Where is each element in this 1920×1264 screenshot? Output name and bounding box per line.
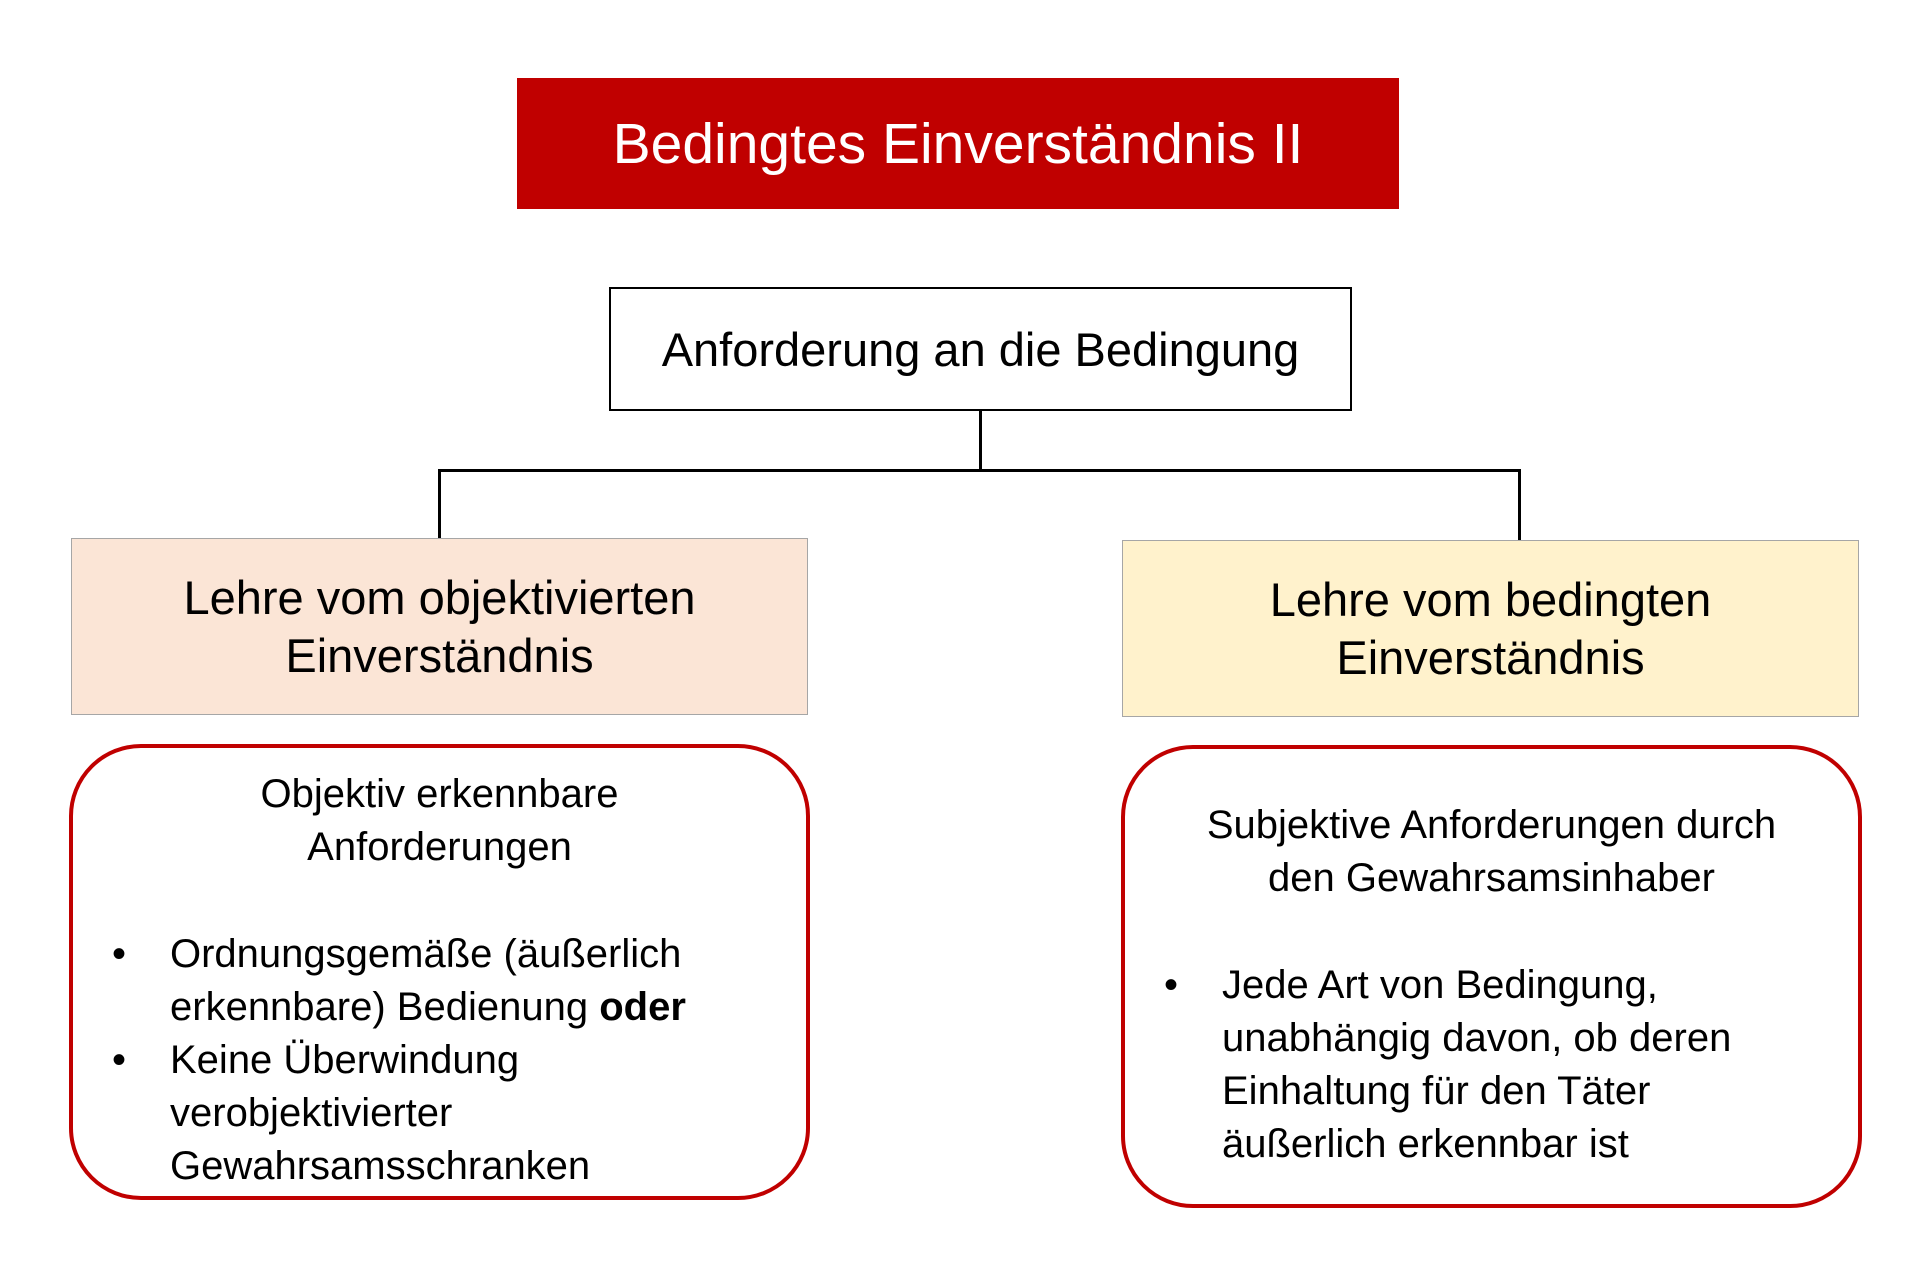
left-detail-heading bbox=[73, 768, 806, 874]
right-bullet-1-line-2: unabhängig davon, ob deren bbox=[1222, 1016, 1732, 1060]
left-header-line-1: Lehre vom objektivierten bbox=[183, 570, 696, 624]
right-detail-box bbox=[1121, 745, 1862, 1208]
left-header-line-2: Einverständnis bbox=[285, 628, 594, 682]
left-bullet-2-line-1: • Keine Überwindung bbox=[170, 1038, 520, 1082]
list-item bbox=[1164, 959, 1818, 1171]
right-header-line-1: Lehre vom bedingten bbox=[1269, 572, 1712, 626]
right-bullet-1-line-3: Einhaltung für den Täter bbox=[1222, 1069, 1651, 1113]
left-bullet-1-emphasis: oder bbox=[599, 985, 686, 1029]
connector-root-down bbox=[979, 411, 982, 470]
left-bullet-1-line-1: • Ordnungsgemäße (äußerlich bbox=[170, 932, 682, 976]
right-bullet-1-line-1: • Jede Art von Bedingung, bbox=[1222, 963, 1658, 1007]
right-heading-line-1: Subjektive Anforderungen durch bbox=[1206, 803, 1777, 847]
root-node-label: Anforderung an die Bedingung bbox=[661, 322, 1300, 376]
connector-left-down bbox=[438, 469, 441, 539]
list-item bbox=[112, 928, 776, 1034]
left-bullet-2-line-2: verobjektivierter bbox=[170, 1091, 453, 1135]
left-branch-header bbox=[71, 538, 808, 715]
left-detail-box bbox=[69, 744, 810, 1200]
right-header-line-2: Einverständnis bbox=[1336, 630, 1645, 684]
left-bullet-1-line-2: erkennbare) Bedienung bbox=[170, 985, 589, 1029]
left-bullet-list bbox=[112, 928, 776, 1193]
left-bullet-1-line-2-wrapper bbox=[170, 981, 776, 1034]
right-bullet-1-line-4: äußerlich erkennbar ist bbox=[1222, 1122, 1629, 1166]
left-bullet-2-line-3: Gewahrsamsschranken bbox=[170, 1144, 591, 1188]
title-text: Bedingtes Einverständnis II bbox=[612, 111, 1304, 176]
connector-horizontal bbox=[438, 469, 1521, 472]
list-item bbox=[112, 1034, 776, 1193]
left-heading-line-2: Anforderungen bbox=[307, 825, 572, 869]
right-branch-header bbox=[1122, 540, 1859, 717]
title-banner bbox=[517, 78, 1399, 209]
connector-right-down bbox=[1518, 469, 1521, 541]
right-detail-heading bbox=[1125, 799, 1858, 905]
right-bullet-list bbox=[1164, 959, 1818, 1171]
right-heading-line-2: den Gewahrsamsinhaber bbox=[1268, 856, 1715, 900]
root-node bbox=[609, 287, 1352, 411]
left-heading-line-1: Objektiv erkennbare bbox=[260, 772, 619, 816]
